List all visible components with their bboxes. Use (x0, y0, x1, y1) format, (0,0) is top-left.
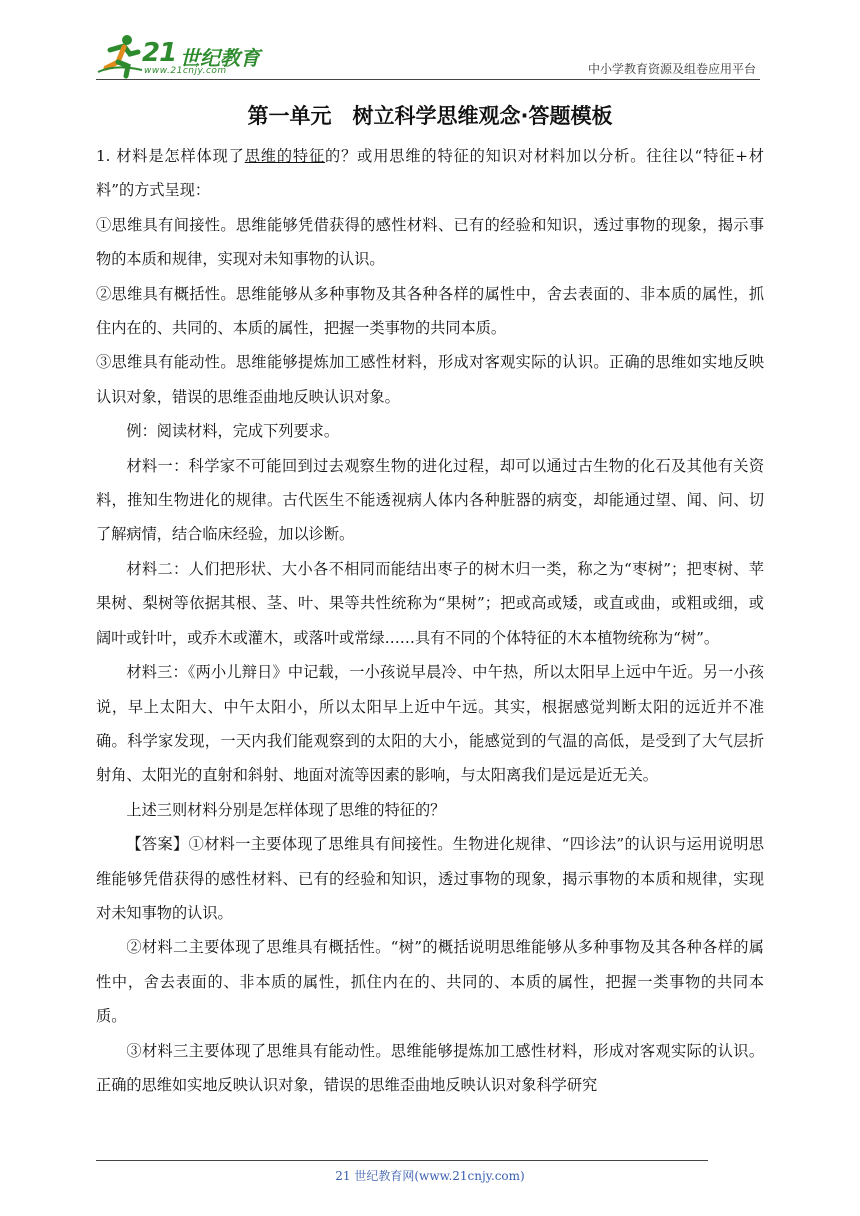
question-intro-text-a: 1. 材料是怎样体现了 (96, 147, 245, 165)
example-prompt: 例：阅读材料，完成下列要求。 (126, 422, 340, 441)
logo-url: www.21cnjy.com (144, 66, 227, 76)
answer-two: ②材料二主要体现了思维具有概括性。“树”的概括说明思维能够从多种事物及其各种各样的属性中，舍去表面的、非本质的属性，抓住内在的、共同的、本质的属性，把握一类事物的共同本质。 (96, 938, 764, 1026)
answer-label: 【答案】 (126, 835, 189, 854)
header-divider (96, 79, 760, 80)
footer-source[interactable]: 21 世纪教育网(www.21cnjy.com) (335, 1169, 525, 1183)
document-body (96, 139, 764, 1102)
logo-number: 21 (142, 38, 177, 68)
feature-generality: ②思维具有概括性。思维能够从多种事物及其各种各样的属性中，舍去表面的、非本质的属性，抓住内在的、共同的、本质的属性，把握一类事物的共同本质。 (96, 284, 764, 338)
logo (96, 32, 266, 80)
page-title: 第一单元 树立科学思维观念·答题模板 (247, 104, 613, 128)
runner-logo-icon (96, 32, 144, 80)
material-two: 材料二：人们把形状、大小各不相同而能结出枣子的树木归一类，称之为“枣树”；把枣树、苹果树、梨树等依据其根、茎、叶、果等共性统称为“果树”；把或高或矮，或直或曲，或粗或细，或阔叶或针叶，或乔木或灌木，或落叶或常绿……具有不同的个体特征的木本植物统称为“树”。 (96, 559, 764, 647)
footer-divider (96, 1160, 708, 1161)
platform-name: 中小学教育资源及组卷应用平台 (587, 62, 756, 76)
feature-initiative: ③思维具有能动性。思维能够提炼加工感性材料，形成对客观实际的认识。正确的思维如实地反映认识对象，错误的思维歪曲地反映认识对象。 (96, 353, 764, 406)
example-question: 上述三则材料分别是怎样体现了思维的特征的？ (126, 800, 446, 819)
answer-one-text: ①材料一主要体现了思维具有间接性。生物进化规律、“四诊法”的认识与运用说明思维能够凭借获得的感性材料、已有的经验和知识，透过事物的现象，揭示事物的本质和规律，实现对未知事物的认识。 (96, 835, 765, 922)
page-header (96, 32, 760, 82)
question-intro (96, 139, 764, 208)
feature-indirectness: ①思维具有间接性。思维能够凭借获得的感性材料、已有的经验和知识，透过事物的现象，揭示事物的本质和规律，实现对未知事物的认识。 (96, 215, 764, 269)
material-one: 材料一：科学家不可能回到过去观察生物的进化过程，却可以通过古生物的化石及其他有关资料，推知生物进化的规律。古代医生不能透视病人体内各种脏器的病变，却能通过望、闻、问、切了解病情，结合临床经验，加以诊断。 (96, 456, 764, 544)
question-intro-text-b: 的？或用思维的特征的知识对材料加以分析。往往以“特征+材料”的方式呈现： (96, 147, 764, 200)
logo-text: 世纪教育 (180, 46, 260, 70)
answer-one (96, 827, 764, 930)
answer-three: ③材料三主要体现了思维具有能动性。思维能够提炼加工感性材料，形成对客观实际的认识。正确的思维如实地反映认识对象，错误的思维歪曲地反映认识对象科学研究 (96, 1041, 764, 1094)
material-three: 材料三：《两小儿辩日》中记载，一小孩说早晨冷、中午热，所以太阳早上远中午近。另一小孩说，早上太阳大、中午太阳小，所以太阳早上近中午远。其实，根据感觉判断太阳的远近并不准确。科学家发现，一天内我们能观察到的太阳的大小，能感觉到的气温的高低，是受到了大气层折射角、太阳光的直射和斜射、地面对流等因素的影响，与太阳离我们是远是近无关。 (96, 663, 764, 785)
underlined-term: 思维的特征 (244, 147, 326, 165)
